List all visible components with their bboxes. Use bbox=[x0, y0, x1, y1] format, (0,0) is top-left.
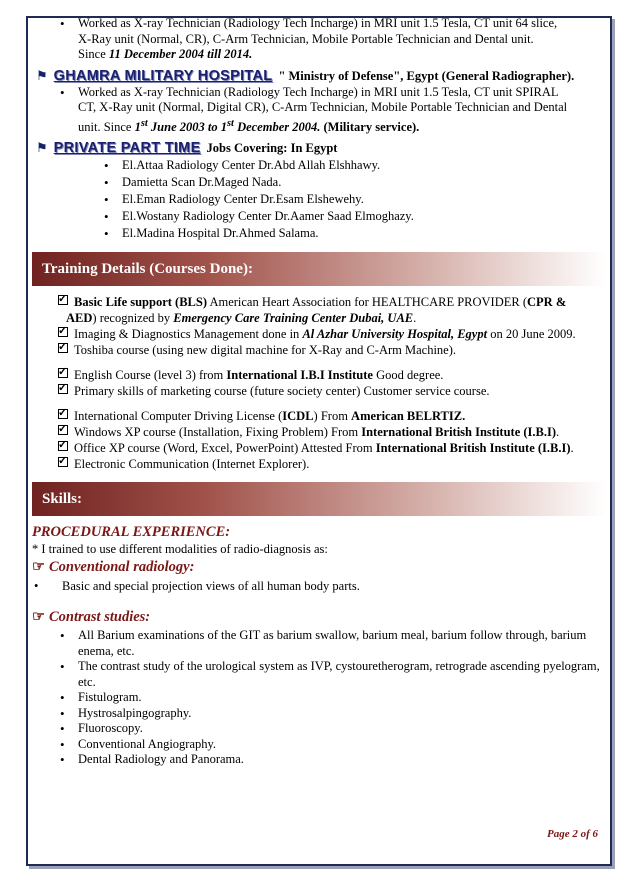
course-institute: Emergency Care Training Center Dubai, UAE bbox=[173, 311, 414, 326]
gamra-line-1: Worked as X-ray Technician (Radiology Tech Incharge) in MRI unit 1.5 Tesla, CT unit SPIRAL bbox=[78, 84, 559, 99]
list-item bbox=[32, 383, 606, 399]
course-text: American Heart Association for HEALTHCARE PROVIDER ( bbox=[207, 295, 527, 310]
xray-since-date: 11 December 2004 till 2014. bbox=[108, 47, 253, 61]
course-text: Toshiba course (using new digital machine for X-Ray and C-Arm Machine). bbox=[74, 343, 457, 358]
resume-page-content bbox=[32, 16, 606, 768]
gamra-date-end-suffix: st bbox=[226, 117, 234, 129]
private-heading bbox=[32, 139, 606, 157]
list-item: • The contrast study of the urological system as IVP, cystouretherogram, retrograde ascending pyelogram, etc. bbox=[32, 659, 606, 690]
list-item: • All Barium examinations of the GIT as barium swallow, barium meal, barium follow through, barium enema, etc. bbox=[32, 628, 606, 659]
course-name: Basic Life support (BLS) bbox=[74, 295, 208, 310]
spacer bbox=[32, 399, 606, 408]
checkbox-icon bbox=[58, 368, 68, 378]
list-item: • Fluoroscopy. bbox=[32, 721, 606, 737]
xray-experience-list bbox=[32, 16, 606, 63]
procedural-intro: * I trained to use different modalities of radio-diagnosis as: bbox=[32, 542, 328, 557]
course-text: Windows XP course (Installation, Fixing Problem) From bbox=[74, 425, 362, 440]
gamra-hospital-detail: " Ministry of Defense", Egypt (General Radiographer). bbox=[278, 68, 575, 83]
list-item: • El.Wostany Radiology Center Dr.Aamer Saad Elmoghazy. bbox=[32, 208, 606, 225]
gamra-heading bbox=[32, 67, 606, 85]
gamra-date-start-suffix: st bbox=[140, 117, 148, 129]
conventional-title bbox=[32, 558, 606, 576]
list-item: • El.Eman Radiology Center Dr.Esam Elshewehy. bbox=[32, 191, 606, 208]
list-item bbox=[32, 408, 606, 424]
checkbox-icon bbox=[58, 457, 68, 467]
list-item: • Damietta Scan Dr.Maged Nada. bbox=[32, 174, 606, 191]
xray-line-1: Worked as X-ray Technician (Radiology Tech Incharge) in MRI unit 1.5 Tesla, CT unit 64 slice, bbox=[78, 16, 558, 30]
contrast-list bbox=[32, 628, 606, 768]
list-item: • Fistulogram. bbox=[32, 690, 606, 706]
list-item bbox=[32, 326, 606, 342]
list-item bbox=[32, 367, 606, 383]
gamra-date-end-day: 1 bbox=[220, 119, 227, 134]
xray-line-2: X-Ray unit (Normal, CR), C-Arm Technician, Mobile Portable Technician and Dental unit. bbox=[78, 31, 534, 46]
list-item: • Dental Radiology and Panorama. bbox=[32, 752, 606, 768]
training-title: Training Details (Courses Done): bbox=[42, 260, 253, 277]
course-text: . bbox=[570, 441, 574, 456]
list-item bbox=[32, 294, 606, 326]
gamra-date-start-day: 1 bbox=[134, 119, 141, 134]
procedural-title: PROCEDURAL EXPERIENCE: bbox=[32, 524, 231, 541]
private-part-time-detail: Jobs Covering: In Egypt bbox=[206, 141, 338, 156]
list-item bbox=[32, 424, 606, 440]
list-item bbox=[32, 342, 606, 358]
gamra-military-note: (Military service). bbox=[320, 119, 420, 134]
gamra-line-3: unit. Since bbox=[78, 119, 135, 134]
flag-icon: ⚑ bbox=[36, 140, 48, 156]
course-text: International Computer Driving License ( bbox=[74, 409, 283, 424]
course-institute: Al Azhar University Hospital, Egypt bbox=[302, 327, 488, 342]
course-text: Primary skills of marketing course (future society center) Customer service course. bbox=[74, 384, 490, 399]
course-text: Imaging & Diagnostics Management done in bbox=[74, 327, 303, 342]
pointing-hand-icon: ☞ bbox=[32, 609, 45, 626]
checkbox-icon bbox=[58, 425, 68, 435]
conventional-title-text: Conventional radiology: bbox=[49, 559, 195, 576]
list-item: • Conventional Angiography. bbox=[32, 737, 606, 753]
gamra-experience-list bbox=[32, 85, 606, 136]
private-part-time-title: PRIVATE PART TIME bbox=[53, 140, 201, 157]
training-list bbox=[32, 294, 606, 472]
list-item bbox=[32, 16, 606, 63]
course-institute: International British Institute bbox=[361, 425, 521, 440]
contrast-title-text: Contrast studies: bbox=[49, 609, 151, 626]
gamra-line-2: CT, X-Ray unit (Normal, Digital CR), C-Arm Technician, Mobile Portable Technician and Dental bbox=[78, 100, 568, 114]
course-text: Electronic Communication (Internet Explorer). bbox=[74, 457, 310, 472]
checkbox-icon bbox=[58, 295, 68, 305]
course-text: . bbox=[556, 425, 560, 440]
gamra-date-end: December 2004. bbox=[233, 119, 321, 134]
course-institute: International British Institute (I.B.I) bbox=[375, 441, 571, 456]
list-item: • Hystrosalpingography. bbox=[32, 706, 606, 722]
course-text: ) recognized by bbox=[92, 311, 174, 326]
xray-since-prefix: Since bbox=[78, 47, 109, 61]
course-text: on 20 June 2009. bbox=[487, 327, 576, 342]
course-institute: International I.B.I Institute bbox=[226, 368, 373, 383]
course-name: CPR & bbox=[527, 295, 567, 310]
checkbox-icon bbox=[58, 409, 68, 419]
course-institute: American BELRTIZ. bbox=[351, 409, 466, 424]
course-text: ) From bbox=[313, 409, 352, 424]
list-item: • Basic and special projection views of all human body parts. bbox=[32, 578, 606, 594]
course-name: AED bbox=[66, 311, 93, 326]
private-centers-list bbox=[32, 157, 606, 242]
course-text: Good degree. bbox=[372, 368, 444, 383]
course-institute: (I.B.I) bbox=[520, 425, 557, 440]
course-text: . bbox=[413, 311, 417, 326]
checkbox-icon bbox=[58, 327, 68, 337]
section-header-training bbox=[32, 252, 606, 286]
list-item: • El.Madina Hospital Dr.Ahmed Salama. bbox=[32, 225, 606, 242]
page-number: Page 2 of 6 bbox=[546, 828, 598, 840]
checkbox-icon bbox=[58, 441, 68, 451]
list-item bbox=[32, 440, 606, 456]
gamra-hospital-name: GHAMRA MILITARY HOSPITAL bbox=[53, 67, 273, 84]
contrast-title bbox=[32, 608, 606, 626]
checkbox-icon bbox=[58, 343, 68, 353]
list-item bbox=[32, 456, 606, 472]
pointing-hand-icon: ☞ bbox=[32, 559, 45, 576]
checkbox-icon bbox=[58, 384, 68, 394]
list-item bbox=[32, 85, 606, 136]
gamra-date-start: June 2003 to bbox=[147, 119, 221, 134]
flag-icon: ⚑ bbox=[36, 67, 48, 83]
course-name: ICDL bbox=[282, 409, 314, 424]
list-item: • El.Attaa Radiology Center Dr.Abd Allah Elshhawy. bbox=[32, 157, 606, 174]
skills-title: Skills: bbox=[42, 490, 83, 507]
course-text: English Course (level 3) from bbox=[74, 368, 227, 383]
spacer bbox=[32, 358, 606, 367]
section-header-skills bbox=[32, 482, 606, 516]
course-text: Office XP course (Word, Excel, PowerPoint) Attested From bbox=[74, 441, 376, 456]
